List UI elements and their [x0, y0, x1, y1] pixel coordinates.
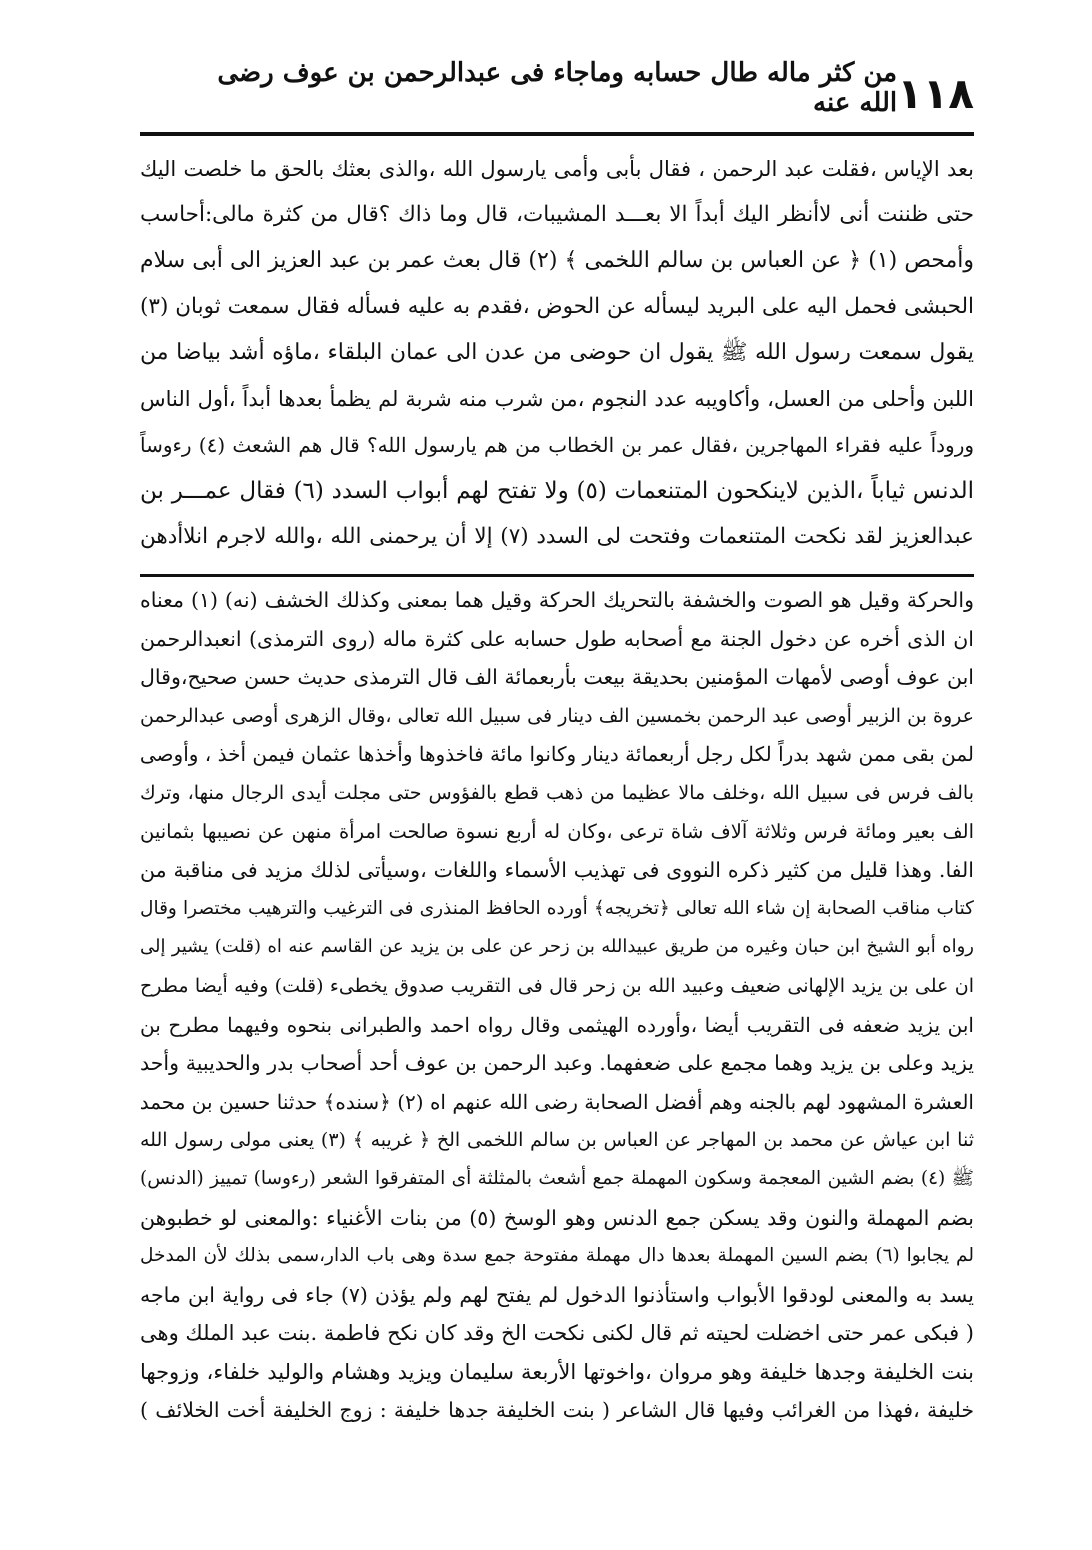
footnote-line: العشرة المشهود لهم بالجنه وهم أفضل الصحابة رضى الله عنهم اه (٢) ﴿سنده﴾ حدثنا حسين بن محمد — [140, 1089, 974, 1114]
footnote-line: ان الذى أخره عن دخول الجنة مع أصحابه طول حسابه على كثرة ماله (روى الترمذى) انعبدالرحمن — [140, 626, 974, 651]
main-text-line: اللبن وأحلى من العسل، وأكاويبه عدد النجوم ،من شرب منه شربة لم يظمأ بعدها أبداً ،أول الناس — [140, 387, 974, 411]
footnote-line: رواه أبو الشيخ ابن حبان وغيره من طريق عبيدالله بن زحر عن على بن يزيد عن القاسم عنه اه (قلت) يشير إلى — [140, 936, 974, 958]
footnote-line: خليفة ،فهذا من الغرائب وفيها قال الشاعر ( بنت الخليفة جدها خليفة : زوج الخليفة أخت الخلائف ) — [140, 1398, 974, 1423]
footnotes-block — [140, 581, 974, 1430]
footnote-line: الف بعير ومائة فرس وثلاثة آلاف شاة ترعى ،وكان له أربع نسوة صالحت امرأة منهن عن نصيبها بثمانين — [140, 819, 974, 843]
footnote-line: ثنا ابن عياش عن محمد بن المهاجر عن العباس بن سالم اللخمى الخ ﴿ غريبه ﴾ (٣) يعنى مولى رسول الله — [140, 1129, 974, 1152]
main-text-line: الدنس ثياباً ،الذين لاينكحون المتنعمات (٥) ولا تفتح لهم أبواب السدد (٦) فقال عمـــر بن — [140, 478, 974, 504]
footnote-line: ابن يزيد ضعفه فى التقريب أيضا ،وأورده الهيثمى وقال رواه احمد والطبرانى بنحوه وفيهما مطرح بن — [140, 1012, 974, 1037]
footnote-line: ﷺ (٤) بضم الشين المعجمة وسكون المهملة جمع أشعث بالمثلثة أى المتفرقوا الشعر (رءوسا) تمييز (الدنس) — [140, 1167, 974, 1189]
main-text-block — [140, 146, 974, 560]
footnote-line: ابن عوف أوصى لأمهات المؤمنين بحديقة بيعت بأربعمائة الف قال الترمذى حديث حسن صحيح،وقال — [140, 665, 974, 690]
footnote-line: بضم المهملة والنون وقد يسكن جمع الدنس وهو الوسخ (٥) من بنات الأغنياء :والمعنى لو خطبوهن — [140, 1205, 974, 1230]
main-text-line: وروداً عليه فقراء المهاجرين ،فقال عمر بن الخطاب من هم يارسول الله؟ قال هم الشعث (٤) رءوساً — [140, 433, 974, 457]
footnote-line: ( فبكى عمر حتى اخضلت لحيته ثم قال لكنى نكحت الخ وقد كان نكح فاطمة .بنت عبد الملك وهى — [140, 1321, 974, 1346]
running-title: من كثر ماله طال حسابه وماجاء فى عبدالرحمن بن عوف رضى الله عنه — [217, 58, 898, 118]
footnote-line: يزيد وعلى بن يزيد وهما مجمع على ضعفهما. وعبد الرحمن بن عوف أحد أصحاب بدر والحديبية وأحد — [140, 1051, 974, 1076]
main-text-line: حتى ظننت أنى لاأنظر اليك أبداً الا بعـــد المشيبات، قال وما ذاك ؟قال من كثرة مالى:أحاسب — [140, 202, 974, 227]
footnote-line: والحركة وقيل هو الصوت والخشفة بالتحريك الحركة وقيل هما بمعنى وكذلك الخشف (نه) (١) معناه — [140, 588, 974, 612]
footnote-line: يسد به والمعنى لودقوا الأبواب واستأذنوا الدخول لم يفتح لهم ولم يؤذن (٧) جاء فى رواية ابن ماجه — [140, 1282, 974, 1307]
footnote-line: لم يجابوا (٦) بضم السين المهملة بعدها دال مهملة مفتوحة جمع سدة وهى باب الدار،سمى بذلك لأن المدخل — [140, 1245, 974, 1267]
main-text-line: الحبشى فحمل اليه على البريد ليسأله عن الحوض ،فقدم به عليه فسأله فقال سمعت ثوبان (٣) — [140, 294, 974, 319]
footnote-line: كتاب مناقب الصحابة إن شاء الله تعالى ﴿تخريجه﴾ أورده الحافظ المنذرى فى الترغيب والترهيب مختصرا وقال — [140, 897, 974, 919]
main-text-line: وأمحص (١) ﴿ عن العباس بن سالم اللخمى ﴾ (٢) قال بعث عمر بن عبد العزيز الى أبى سلام — [140, 248, 974, 273]
main-text-line: يقول سمعت رسول الله ﷺ يقول ان حوضى من عدن الى عمان البلقاء ،ماؤه أشد بياضا من — [140, 340, 974, 365]
footnote-line: الفا. وهذا قليل من كثير ذكره النووى فى تهذيب الأسماء واللغات ،وسيأتى لذلك مزيد فى مناقبة من — [140, 858, 974, 883]
footnote-line: ان على بن يزيد الإلهانى ضعيف وعبيد الله بن زحر قال فى التقريب صدوق يخطىء (قلت) وفيه أيضا مطرح — [140, 974, 974, 997]
footnote-divider — [140, 574, 974, 577]
main-text-line: عبدالعزيز لقد نكحت المتنعمات وفتحت لى السدد (٧) إلا أن يرحمنى الله ،والله لاجرم انلاأدهن — [140, 524, 974, 549]
header-rule — [140, 132, 974, 136]
page-number: ١١٨ — [897, 69, 974, 118]
page-header — [140, 58, 974, 118]
footnote-line: لمن بقى ممن شهد بدراً لكل رجل أربعمائة دينار وكانوا مائة فاخذوها وأخذها عثمان فيمن أخذ ، وأوصى — [140, 742, 974, 767]
footnote-line: بنت الخليفة وجدها خليفة وهو مروان ،واخوتها الأربعة سليمان ويزيد وهشام والوليد خلفاء، وزوجها — [140, 1359, 974, 1384]
footnote-line: بالف فرس فى سبيل الله ،وخلف مالا عظيما من ذهب قطع بالفؤوس حتى مجلت أيدى الرجال منها، وترك — [140, 781, 974, 804]
main-text-line: بعد الإياس ،فقلت عبد الرحمن ، فقال بأبى وأمى يارسول الله ،والذى بعثك بالحق ما خلصت اليك — [140, 157, 974, 181]
footnote-line: عروة بن الزبير أوصى عبد الرحمن بخمسين الف دينار فى سبيل الله تعالى ،وقال الزهرى أوصى عبدالرحمن — [140, 704, 974, 727]
